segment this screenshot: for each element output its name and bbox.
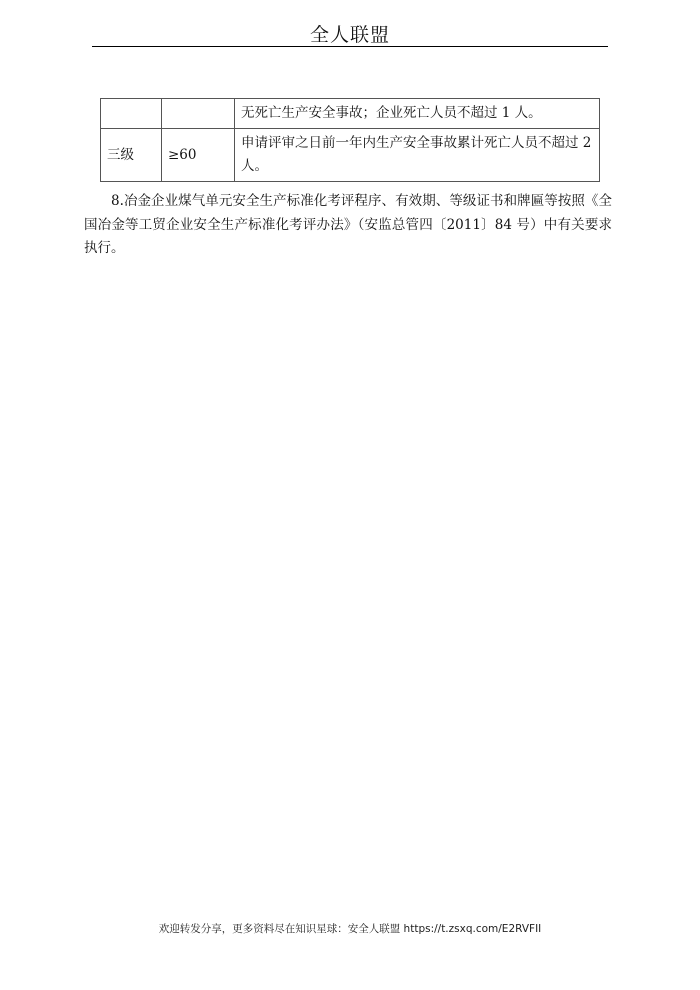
score-cell: ≥60 [162,129,235,182]
table-row [101,129,600,182]
table-row [101,99,600,129]
grade-cell [101,99,162,129]
grade-cell: 三级 [101,129,162,182]
header-divider [92,46,608,47]
body-paragraph: 8.冶金企业煤气单元安全生产标准化考评程序、有效期、等级证书和牌匾等按照《全国冶金等工贸企业安全生产标准化考评办法》（安监总管四〔2011〕84 号）中有关要求执行。 [84,193,612,256]
score-cell [162,99,235,129]
footer-note: 欢迎转发分享，更多资料尽在知识星球：安全人联盟 https://t.zsxq.com/E2RVFII [158,923,542,935]
requirement-cell: 无死亡生产安全事故；企业死亡人员不超过 1 人。 [235,99,600,129]
grade-criteria-table [100,98,600,182]
requirement-cell: 申请评审之日前一年内生产安全事故累计死亡人员不超过 2 人。 [235,129,600,182]
page-header-title: 全人联盟 [309,24,390,46]
